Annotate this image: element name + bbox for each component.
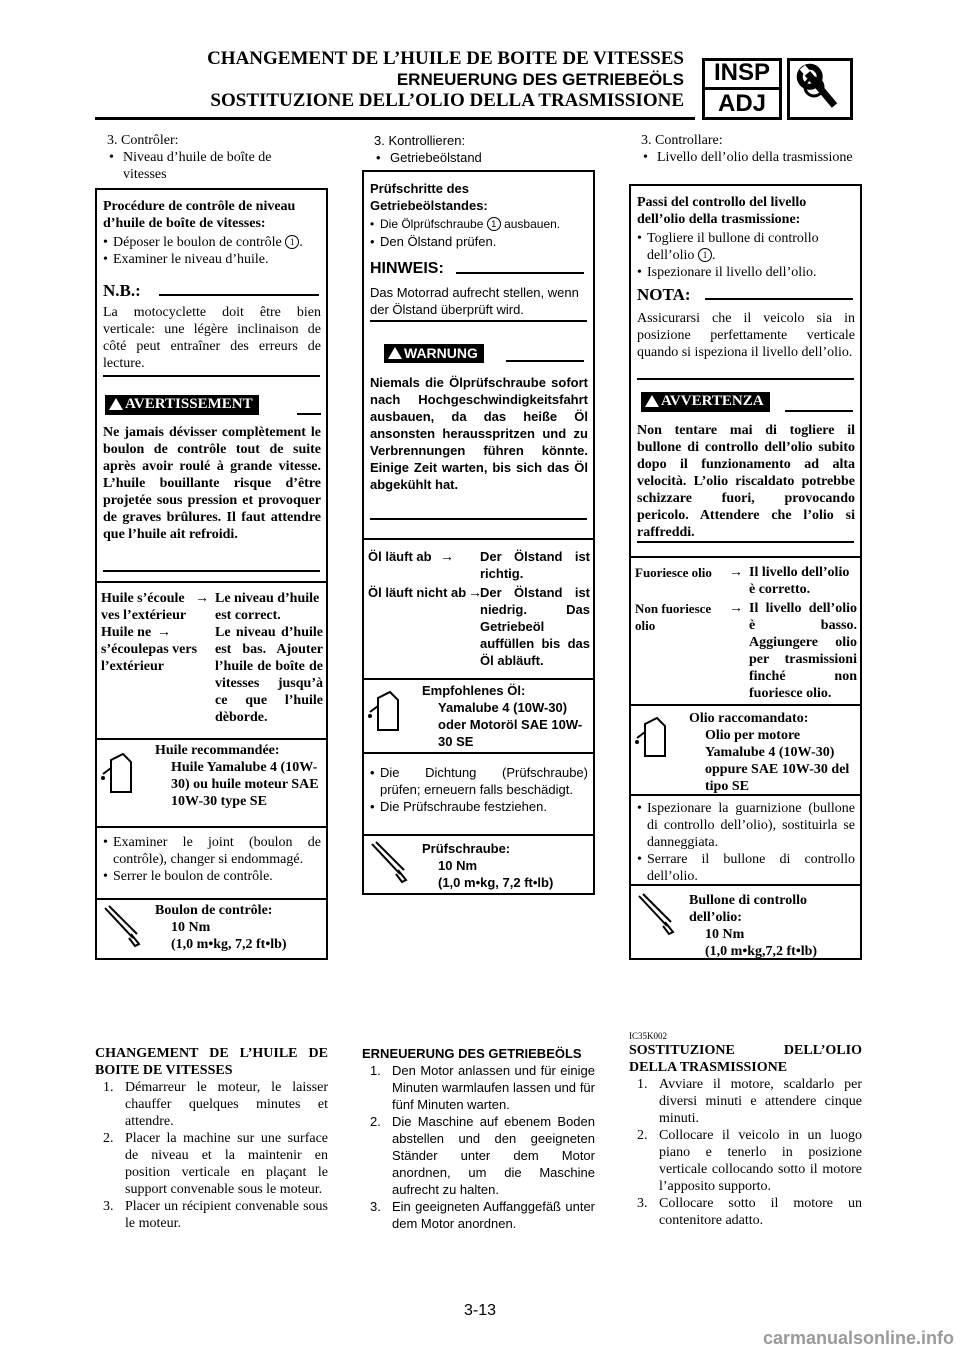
de-step-3: Ein geeigneten Auffanggefäß unter dem Motor anordnen. [392, 1199, 595, 1231]
de-note-text: Das Motorrad aufrecht stellen, wenn der Ölstand überprüft wird. [370, 285, 579, 317]
fr-oil-title: Huile recommandée: [155, 743, 280, 758]
it-step3-item: Livello dell’olio della trasmissione [657, 150, 853, 165]
oil-can-icon [101, 752, 139, 801]
wrench-inspection-icon [787, 58, 853, 120]
fr-note-text: La motocyclette doit être bien verticale: une légère inclinaison de côté peut entraîner des erreurs de lecture. [103, 305, 321, 371]
it-torque-title: Bullone di controllo dell’olio: [689, 893, 807, 925]
it-code: IC35K002 [629, 1031, 667, 1041]
ref-1-badge: 1 [487, 217, 501, 231]
it-oil-text: Olio per motore Yamalube 4 (10W-30) oppure SAE 10W-30 del tipo SE [705, 728, 850, 794]
torque-wrench-icon [370, 840, 410, 889]
header-rule [95, 117, 695, 120]
it-warning-label: AVVERTENZA [641, 392, 770, 412]
de-oil-title: Empfohlenes Öl: [422, 683, 526, 698]
de-cond2: Öl läuft nicht ab [368, 585, 467, 600]
de-torque-title: Prüfschraube: [422, 841, 511, 856]
fr-step-1: Démarreur le moteur, le laisser chauffer quelques minutes et attendre. [125, 1080, 328, 1129]
badge-adj: ADJ [717, 90, 766, 117]
torque-wrench-icon [103, 904, 143, 953]
it-note-label: NOTA: [637, 285, 691, 304]
de-res1: Der Ölstand ist richtig. [480, 549, 590, 581]
it-res2: Il livello dell’olio è basso. Aggiungere olio per trasmissioni finché non fuoriesce olio. [749, 601, 857, 701]
de-step3: 3. Kontrollieren: [374, 133, 466, 148]
it-check-2: • Serrare il bullone di controllo dell’olio. [637, 851, 855, 885]
fr-note-label: N.B.: [103, 281, 141, 300]
fr-proc-1: Déposer le boulon de contrôle [113, 235, 282, 250]
arrow: → [440, 548, 454, 564]
it-warning-text: Non tentare mai di togliere il bullone di controllo dell’olio subito dopo il funzionamento ad alta velocità. L’olio riscaldato potrebbe schizzare fuori, provocando pericolo. Attendere che l’olio si raffreddi. [637, 423, 855, 540]
header-title-de: ERNEUERUNG DES GETRIEBEÖLS [396, 70, 684, 89]
de-torque-1: 10 Nm [438, 858, 478, 873]
fr-proc-2: • Examiner le niveau d’huile. [103, 251, 321, 268]
de-proc-1: Die Ölprüfschraube [380, 217, 484, 231]
arrow: → [157, 625, 171, 640]
fr-proc-title-b: d’huile de boîte de vitesses: [103, 216, 266, 231]
fr-res2: Le niveau d’huile est bas. Ajouter l’huile de boîte de vitesses jusqu’à ce que l’huile dèborde. [215, 625, 323, 725]
torque-wrench-icon [637, 892, 677, 941]
de-proc-title: Prüfschritte des Getriebeölstandes: [370, 181, 488, 213]
watermark: carmanualsonline.info [762, 1328, 954, 1348]
fr-cond1: Huile s’écoule ves l’extérieur [101, 591, 187, 623]
fr-warning-text: Ne jamais dévisser complètement le boulon de contrôle tout de suite après avoir roulé à grande vitesse. L’huile bouillante risque d’être projetée sous pression et provoquer de graves brûlures. Il faut attendre que l’huile ait refroidi. [103, 425, 321, 542]
fr-torque-title: Boulon de contrôle: [155, 903, 273, 918]
it-proc-2: • Ispezionare il livello dell’olio. [637, 264, 855, 281]
fr-proc-title-a: Procédure de contrôle de niveau [103, 199, 296, 214]
fr-res1: Le niveau d’huile est correct. [215, 591, 320, 623]
it-torque-2: (1,0 m•kg,7,2 ft•lb) [705, 944, 818, 959]
de-warning-text: Niemals die Ölprüfschraube sofort nach Hochgeschwindigkeitsfahrt ausbauen, da das heiße Öl ansonsten herausspritzen und zu Verbrennungen führen könnte. Einige Zeit warten, bis sich das Öl abgekühlt hat. [370, 375, 588, 492]
arrow: → [468, 584, 482, 600]
fr-section-title: CHANGEMENT DE L’HUILE DE BOITE DE VITESSES [95, 1046, 328, 1078]
it-cond1: Fuoriesce olio [635, 565, 712, 580]
de-step-2: Die Maschine auf ebenem Boden abstellen und den geeigneten Ständer unter dem Motor anordnen, um die Maschine aufrecht zu halten. [392, 1114, 595, 1197]
fr-check-2: • Serrer le boulon de contrôle. [103, 868, 321, 885]
header-title-it: SOSTITUZIONE DELL’OLIO DELLA TRASMISSIONE [210, 90, 684, 111]
fr-step3-item-a: Niveau d’huile de boîte de [123, 150, 272, 165]
de-step3-item: Getriebeölstand [390, 150, 482, 165]
ref-1-badge: 1 [285, 235, 299, 249]
fr-oil-text: Huile Yamalube 4 (10W-30) ou huile moteur SAE 10W-30 type SE [171, 760, 319, 809]
badge-insp: INSP [713, 59, 770, 86]
oil-can-icon [368, 690, 406, 739]
de-res2: Der Ölstand ist niedrig. Das Getriebeöl auffüllen bis das Öl abläuft. [480, 585, 590, 668]
ref-1-badge: 1 [698, 248, 712, 262]
de-step-1: Den Motor anlassen und für einige Minuten warmlaufen lassen und für fünf Minuten warten. [392, 1063, 595, 1112]
fr-step3-item-b: vitesses [123, 167, 167, 182]
de-proc-2: • Den Ölstand prüfen. [370, 233, 588, 250]
it-note-text: Assicurarsi che il veicolo sia in posizione perfettamente verticale quando si ispeziona il livello dell’olio. [637, 311, 855, 360]
it-proc-1: Togliere il bullone di controllo dell’olio [647, 231, 819, 263]
arrow: → [729, 565, 743, 580]
fr-torque-2: (1,0 m•kg, 7,2 ft•lb) [171, 937, 287, 952]
header-title-fr: CHANGEMENT DE L’HUILE DE BOITE DE VITESSES [207, 48, 684, 69]
oil-can-icon [635, 716, 673, 765]
de-section-title: ERNEUERUNG DES GETRIEBEÖLS [362, 1046, 582, 1061]
de-check-2: • Die Prüfschraube festziehen. [370, 798, 588, 815]
it-res1: Il livello dell’olio è corretto. [749, 565, 850, 597]
fr-torque-1: 10 Nm [171, 920, 211, 935]
it-procedure-box: Passi del controllo del livello dell’olio della trasmissione: • Togliere il bullone di controllo dell’olio 1 . • Ispezionare il livello dell’olio. NOTA: Assicurarsi che il veicolo sia in posizione perfettamente verticale quando si ispeziona il livello dell’olio. AVVERTENZA Non tentare mai di togliere il bullone di controllo dell’olio subito dopo il funzionamento ad alta velocità. L’olio riscaldato potrebbe schizzare fuori, provocando pericolo. Attendere che l’olio si raffreddi. Fuoriesce olio → Il livello dell’olio è corretto. Non fuoriesce olio → Il livello dell’olio è basso. Aggiungere olio per trasmissioni finché non fuoriesce olio. Olio raccomandato: Olio per motore Yamalube 4 (10W-30) oppure SAE 10W-30 del tipo SE • Ispezionare la guarnizione (bullone di controllo dell’olio), sostituirla se danneggiata. • Serrare il bullone di controllo dell’olio. Bullone di controllo dell’olio: 10 Nm (1,0 m•kg,7,2 ft•lb) [629, 184, 862, 960]
arrow: → [729, 601, 743, 616]
de-torque-2: (1,0 m•kg, 7,2 ft•lb) [438, 875, 554, 890]
de-check-1: • Die Dichtung (Prüfschraube) prüfen; erneuern falls beschädigt. [370, 764, 588, 798]
it-proc-title: Passi del controllo del livello dell’olio della trasmissione: [637, 195, 807, 227]
page-number: 3-13 [463, 1302, 497, 1319]
arrow: → [195, 591, 209, 606]
it-check-1: • Ispezionare la guarnizione (bullone di controllo dell’olio), sostituirla se danneggiata. [637, 800, 855, 851]
it-oil-title: Olio raccomandato: [689, 711, 809, 726]
fr-procedure-box: Procédure de contrôle de niveau d’huile de boîte de vitesses: • Déposer le boulon de contrôle 1 . • Examiner le niveau d’huile. N.B.: La motocyclette doit être bien verticale: une légère inclinaison de côté peut entraîner des erreurs de lecture. AVERTISSEMENT Ne jamais dévisser complètement le boulon de contrôle tout de suite après avoir roulé à grande vitesse. L’huile bouillante risque d’être projetée sous pression et provoquer de graves brûlures. Il faut attendre que l’huile ait refroidi. Huile s’écoule ves l’extérieur → Le niveau d’huile est correct. Huile ne s’écoulepas vers l’extérieur → Le niveau d’huile est bas. Ajouter l’huile de boîte de vitesses jusqu’à ce que l’huile dèborde. Huile recommandée: Huile Yamalube 4 (10W-30) ou huile moteur SAE 10W-30 type SE • Examiner le joint (boulon de contrôle), changer si endommagé. • Serrer le boulon de contrôle. Boulon de contrôle: 10 Nm (1,0 m•kg, 7,2 ft•lb) [95, 188, 328, 960]
de-oil-text: Yamalube 4 (10W-30) oder Motoröl SAE 10W-30 SE [438, 700, 583, 749]
fr-check-1: • Examiner le joint (boulon de contrôle), changer si endommagé. [103, 834, 321, 868]
it-torque-1: 10 Nm [705, 927, 745, 942]
fr-step-2: Placer la machine sur une surface de niveau et la maintenir en position verticale en plaçant le support convenable sous le moteur. [125, 1131, 328, 1197]
it-step-2: Collocare il veicolo in un luogo piano e tenerlo in posizione verticale collocando sotto il motore l’apposito supporto. [659, 1128, 862, 1194]
fr-cond2: Huile ne s’écoulepas vers l’extérieur [101, 625, 198, 674]
it-step-3: Collocare sotto il motore un contenitore adatto. [659, 1196, 862, 1228]
insp-adj-badge [702, 58, 782, 120]
it-cond2: Non fuoriesce olio [635, 601, 712, 633]
de-note-label: HINWEIS: [370, 260, 444, 277]
it-step3: 3. Controllare: [641, 133, 723, 148]
fr-warning-label: AVERTISSEMENT [105, 395, 259, 415]
fr-step3: 3. Contrôler: [107, 133, 179, 148]
fr-step-3: Placer un récipient convenable sous le moteur. [125, 1199, 328, 1231]
de-warning-label: WARNUNG [384, 344, 484, 363]
de-procedure-box: Prüfschritte des Getriebeölstandes: • Die Ölprüfschraube 1 ausbauen. • Den Ölstand prüfen. HINWEIS: Das Motorrad aufrecht stellen, wenn der Ölstand überprüft wird. WARNUNG Niemals die Ölprüfschraube sofort nach Hochgeschwindigkeitsfahrt ausbauen, da das heiße Öl ansonsten herausspritzen und zu Verbrennungen führen könnte. Einige Zeit warten, bis sich das Öl abgekühlt hat. Öl läuft ab → Der Ölstand ist richtig. Öl läuft nicht ab → Der Ölstand ist niedrig. Das Getriebeöl auffüllen bis das Öl abläuft. Empfohlenes Öl: Yamalube 4 (10W-30) oder Motoröl SAE 10W-30 SE • Die Dichtung (Prüfschraube) prüfen; erneuern falls beschädigt. • Die Prüfschraube festziehen. Prüfschraube: 10 Nm (1,0 m•kg, 7,2 ft•lb) [362, 170, 595, 895]
de-cond1: Öl läuft ab [368, 549, 432, 564]
it-section-title: SOSTITUZIONE DELL’OLIO DELLA TRASMISSIONE [629, 1043, 862, 1075]
it-step-1: Avviare il motore, scaldarlo per diversi minuti e attendere cinque minuti. [659, 1077, 862, 1126]
